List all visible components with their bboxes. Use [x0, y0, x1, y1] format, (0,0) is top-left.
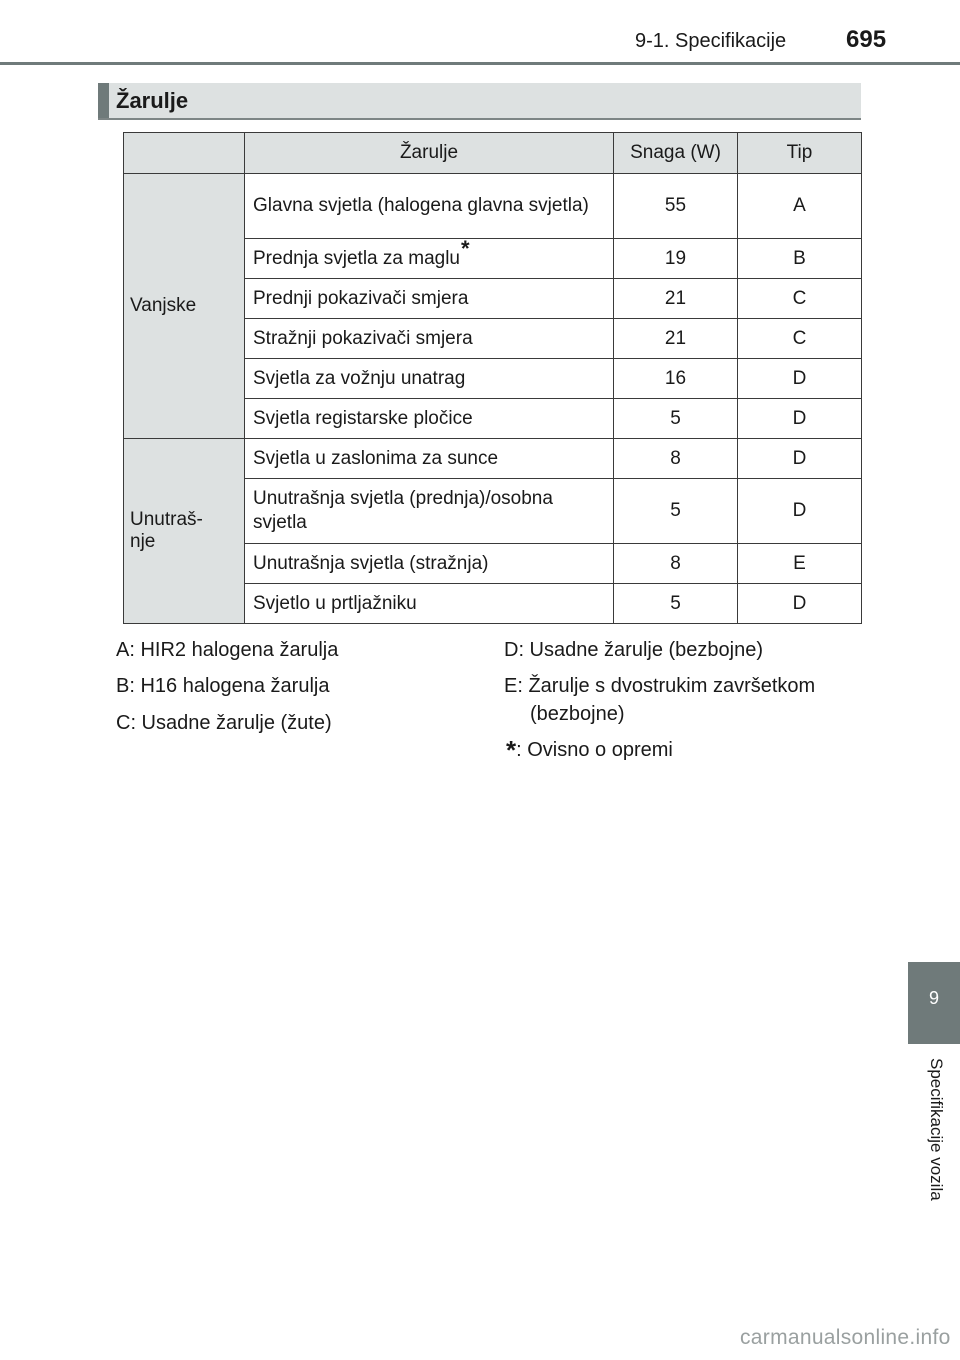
group-label: Unutraš- nje: [124, 439, 245, 624]
bulb-name: Glavna svjetla (halogena glavna svjetla): [245, 174, 614, 239]
legend-item-c: C: Usadne žarulje (žute): [116, 712, 332, 734]
bulb-power: 21: [614, 319, 738, 359]
table-header-cell: Tip: [738, 133, 862, 174]
bulb-type: C: [738, 319, 862, 359]
bulb-name: Svjetlo u prtljažniku: [245, 584, 614, 624]
chapter-tab[interactable]: [908, 962, 960, 1044]
bulb-power: 5: [614, 584, 738, 624]
legend-item-e-line1: E: Žarulje s dvostrukim završetkom: [504, 675, 816, 697]
legend-footnote: [506, 736, 673, 764]
bulb-power: 5: [614, 399, 738, 439]
group-label: Vanjske: [124, 174, 245, 439]
bulb-name-cell: [245, 235, 614, 279]
legend-item-d: D: Usadne žarulje (bezbojne): [504, 639, 764, 661]
bulb-power: 19: [614, 239, 738, 279]
table-header-row: [124, 133, 862, 174]
chapter-label: Specifikacije vozila: [927, 1058, 946, 1201]
bulb-type: E: [738, 544, 862, 584]
bulb-type: B: [738, 239, 862, 279]
bulb-type: C: [738, 279, 862, 319]
bulb-type: D: [738, 359, 862, 399]
legend-item-e: [504, 672, 815, 728]
bulb-name: Svjetla za vožnju unatrag: [245, 359, 614, 399]
bulb-power: 21: [614, 279, 738, 319]
bulb-power: 8: [614, 439, 738, 479]
legend-item-b: B: H16 halogena žarulja: [116, 675, 330, 697]
watermark: carmanualsonline.info: [740, 1326, 951, 1349]
legend-item-a: A: HIR2 halogena žarulja: [116, 639, 339, 661]
footnote-text: : Ovisno o opremi: [516, 739, 673, 761]
table-row: [124, 439, 862, 479]
bulb-name: Svjetla registarske pločice: [245, 399, 614, 439]
footnote-star: *: [506, 735, 517, 765]
bulb-power: 55: [614, 174, 738, 239]
header-section-name: 9-1. Specifikacije: [635, 30, 787, 52]
bulb-name: Prednja svjetla za maglu: [253, 247, 460, 269]
page-number: 695: [846, 26, 887, 53]
header-rule: [0, 62, 960, 65]
section-title: Žarulje: [116, 88, 189, 113]
bulb-type: D: [738, 479, 862, 544]
chapter-number: 9: [928, 988, 939, 1008]
bulb-power: 16: [614, 359, 738, 399]
bulb-name: Prednji pokazivači smjera: [245, 279, 614, 319]
section-title-bar: [98, 83, 861, 120]
bulb-name: Unutrašnja svjetla (stražnja): [245, 544, 614, 584]
bulb-power: 5: [614, 479, 738, 544]
bulb-type: D: [738, 439, 862, 479]
table-row: [124, 174, 862, 239]
bulb-name: Svjetla u zaslonima za sunce: [245, 439, 614, 479]
option-marker: *: [461, 235, 470, 261]
bulb-table: [123, 132, 862, 624]
bulb-type: D: [738, 584, 862, 624]
bulb-name: Stražnji pokazivači smjera: [245, 319, 614, 359]
table-header-cell: Žarulje: [245, 133, 614, 174]
bulb-power: 8: [614, 544, 738, 584]
bulb-type: D: [738, 399, 862, 439]
legend-item-e-line2: (bezbojne): [530, 703, 625, 725]
table-header-cell: [124, 133, 245, 174]
bulb-type: A: [738, 174, 862, 239]
section-bar-accent: [98, 83, 109, 118]
bulb-name: Unutrašnja svjetla (prednja)/osobna svjetla: [245, 479, 614, 544]
table-header-cell: Snaga (W): [614, 133, 738, 174]
